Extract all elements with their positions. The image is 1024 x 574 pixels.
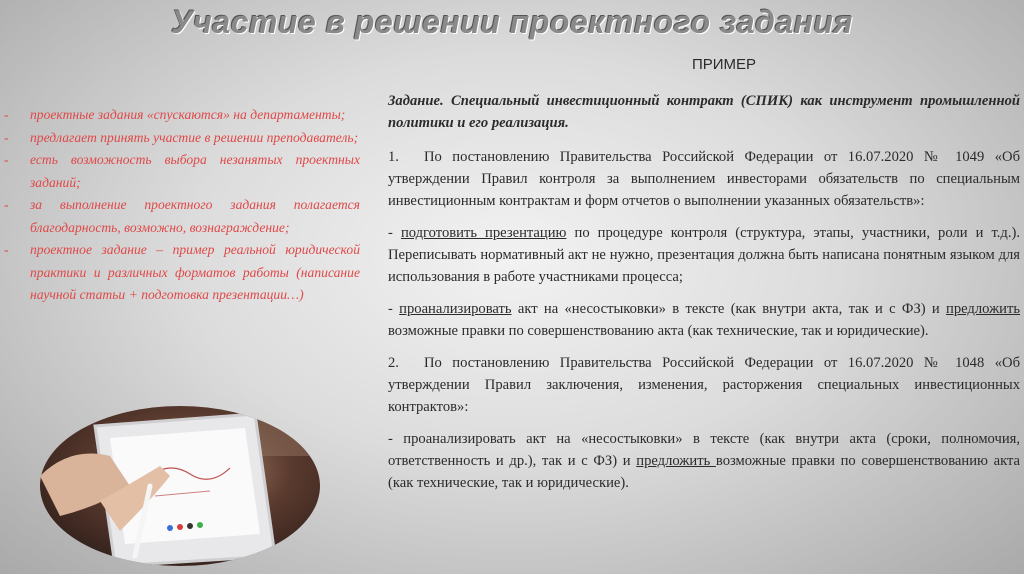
resolution-item-2: 2. По постановлению Правительства Российской Федерации от 16.07.2020 № 1048 «Об утверждении Правил заключения, изменения, расторжения специальных инвестиционных контрактов»: — [388, 355, 1020, 415]
underlined-phrase: проанализировать — [399, 301, 512, 317]
slide-title: Участие в решении проектного задания — [171, 4, 853, 40]
underlined-phrase: подготовить презентацию — [400, 225, 567, 241]
left-bullet-list — [4, 104, 360, 307]
task-statement: Задание. Специальный инвестиционный контракт (СПИК) как инструмент промышленной политики и его реализация. — [388, 93, 1020, 131]
example-panel — [388, 54, 1020, 504]
list-item: - проектное задание – пример реальной юридической практики и различных форматов работы (написание научной статьи + подготовка презентации…) — [4, 239, 360, 307]
task-paragraph-analysis: - проанализировать акт на «несостыковки» в тексте (как внутри акта, так и с ФЗ) и предложить возможные правки по совершенствованию акта (как технические, так и юридические). — [388, 301, 1020, 339]
list-item: - проектные задания «спускаются» на департаменты; — [4, 104, 360, 127]
task-paragraph-analysis-2: - проанализировать акт на «несостыковки» в тексте (как внутри акта (сроки, полномочия, ответственность и др.), так и с ФЗ) и предложить возможные правки по совершенствованию акта (как технические, так и юридические). — [388, 431, 1021, 491]
underlined-phrase: предложить — [946, 301, 1020, 317]
task-paragraph-presentation: - подготовить презентацию по процедуре контроля (структура, этапы, участники, роли и т.д.). Переписывать нормативный акт не нужно, презентация должна быть написана понятным языком для использования в работе участниками процесса; — [388, 225, 1020, 285]
list-item: - за выполнение проектного задания полагается благодарность, возможно, вознаграждение; — [4, 194, 360, 239]
example-heading: ПРИМЕР — [691, 56, 757, 73]
underlined-phrase: предложить — [636, 453, 716, 469]
list-item: - предлагает принять участие в решении преподаватель; — [4, 127, 360, 150]
resolution-item-1: 1. По постановлению Правительства Российской Федерации от 16.07.2020 № 1049 «Об утверждении Правил контроля за выполнением инвесторами обязательств по специальным инвестиционным контрактам и форм отчетов о выполнении указанных обязательств»: — [388, 149, 1020, 209]
list-item: - есть возможность выбора незанятых проектных заданий; — [4, 149, 360, 194]
tablet-photo — [40, 406, 320, 566]
